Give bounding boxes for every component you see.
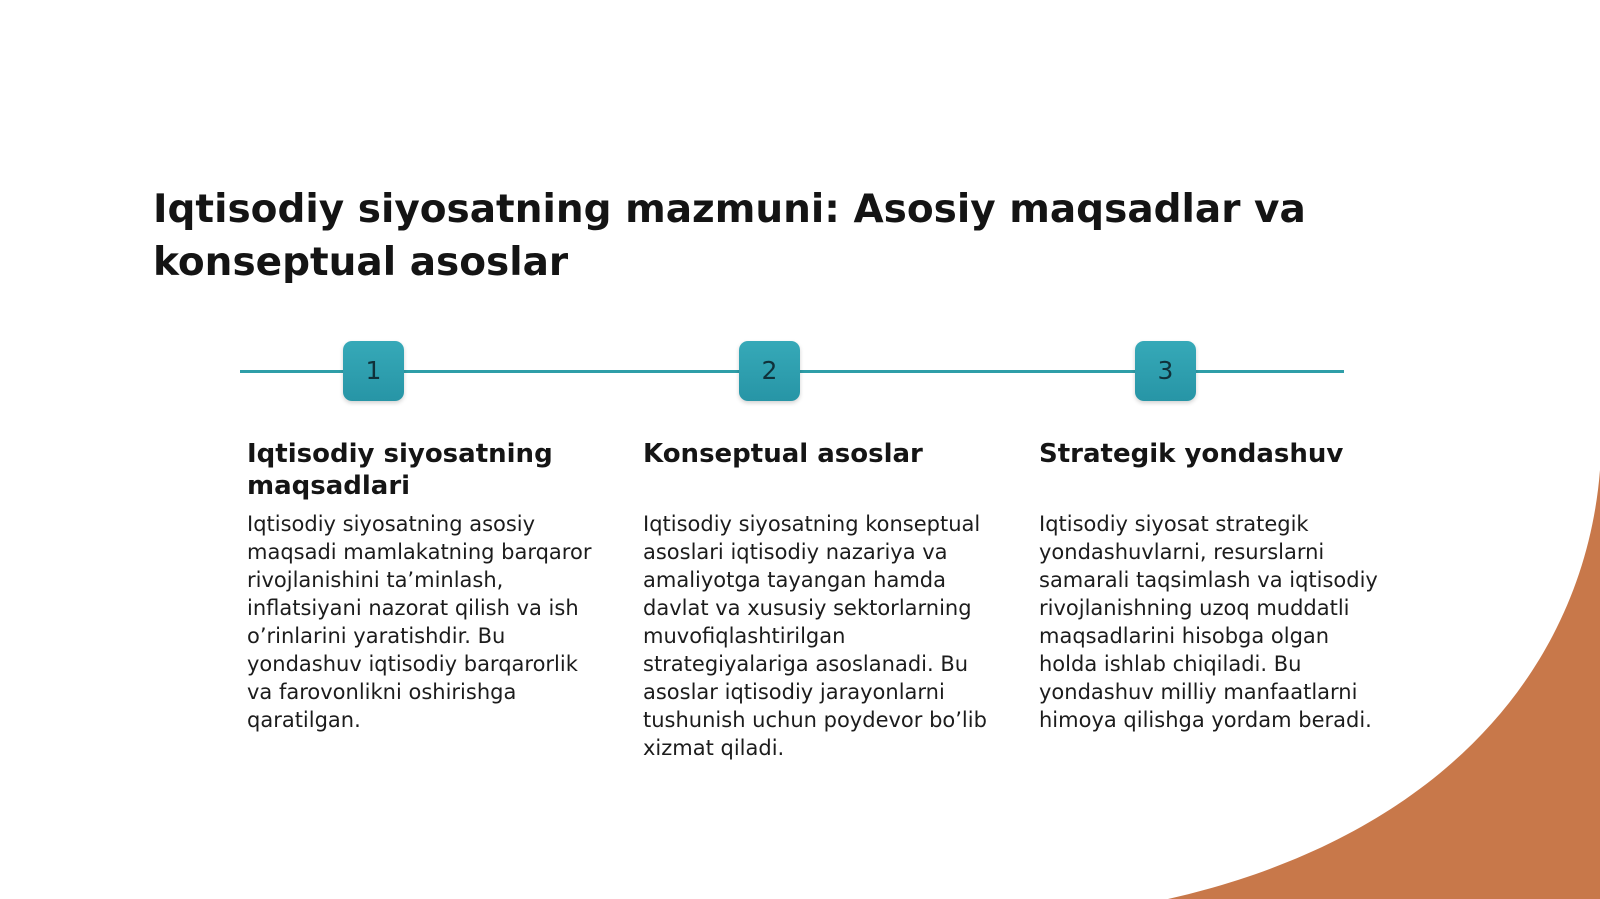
- step-column-2: [643, 438, 995, 760]
- step-badge-2: 2: [739, 341, 800, 401]
- step-badge-1: 1: [343, 341, 404, 401]
- step-column-3: [1039, 438, 1391, 732]
- step-title: Strategik yondashuv: [1039, 439, 1344, 469]
- step-column-1: [247, 438, 599, 732]
- step-title: Konseptual asoslar: [643, 439, 923, 469]
- step-description: Iqtisodiy siyosatning konseptual asoslari iqtisodiy nazariya va amaliyotga tayangan hamda davlat va xususiy sektorlarning muvofiqlashtirilgan strategiyalariga asoslanadi. Bu asoslar iqtisodiy jarayonlarni tushunish uchun poydevor bo’lib xizmat qiladi.: [643, 512, 987, 760]
- step-title: Iqtisodiy siyosatning maqsadlari: [247, 439, 553, 501]
- step-description: Iqtisodiy siyosatning asosiy maqsadi mamlakatning barqaror rivojlanishini ta’minlash, inflatsiyani nazorat qilish va ish o’rinlarini yaratishdir. Bu yondashuv iqtisodiy barqarorlik va farovonlikni oshirishga qaratilgan.: [247, 512, 592, 732]
- step-description: Iqtisodiy siyosat strategik yondashuvlarni, resurslarni samarali taqsimlash va iqtisodiy rivojlanishning uzoq muddatli maqsadlarini hisobga olgan holda ishlab chiqiladi. Bu yondashuv milliy manfaatlarni himoya qilishga yordam beradi.: [1039, 512, 1378, 732]
- step-badge-3: 3: [1135, 341, 1196, 401]
- slide-title: Iqtisodiy siyosatning mazmuni: Asosiy maqsadlar va konseptual asoslar: [153, 187, 1306, 285]
